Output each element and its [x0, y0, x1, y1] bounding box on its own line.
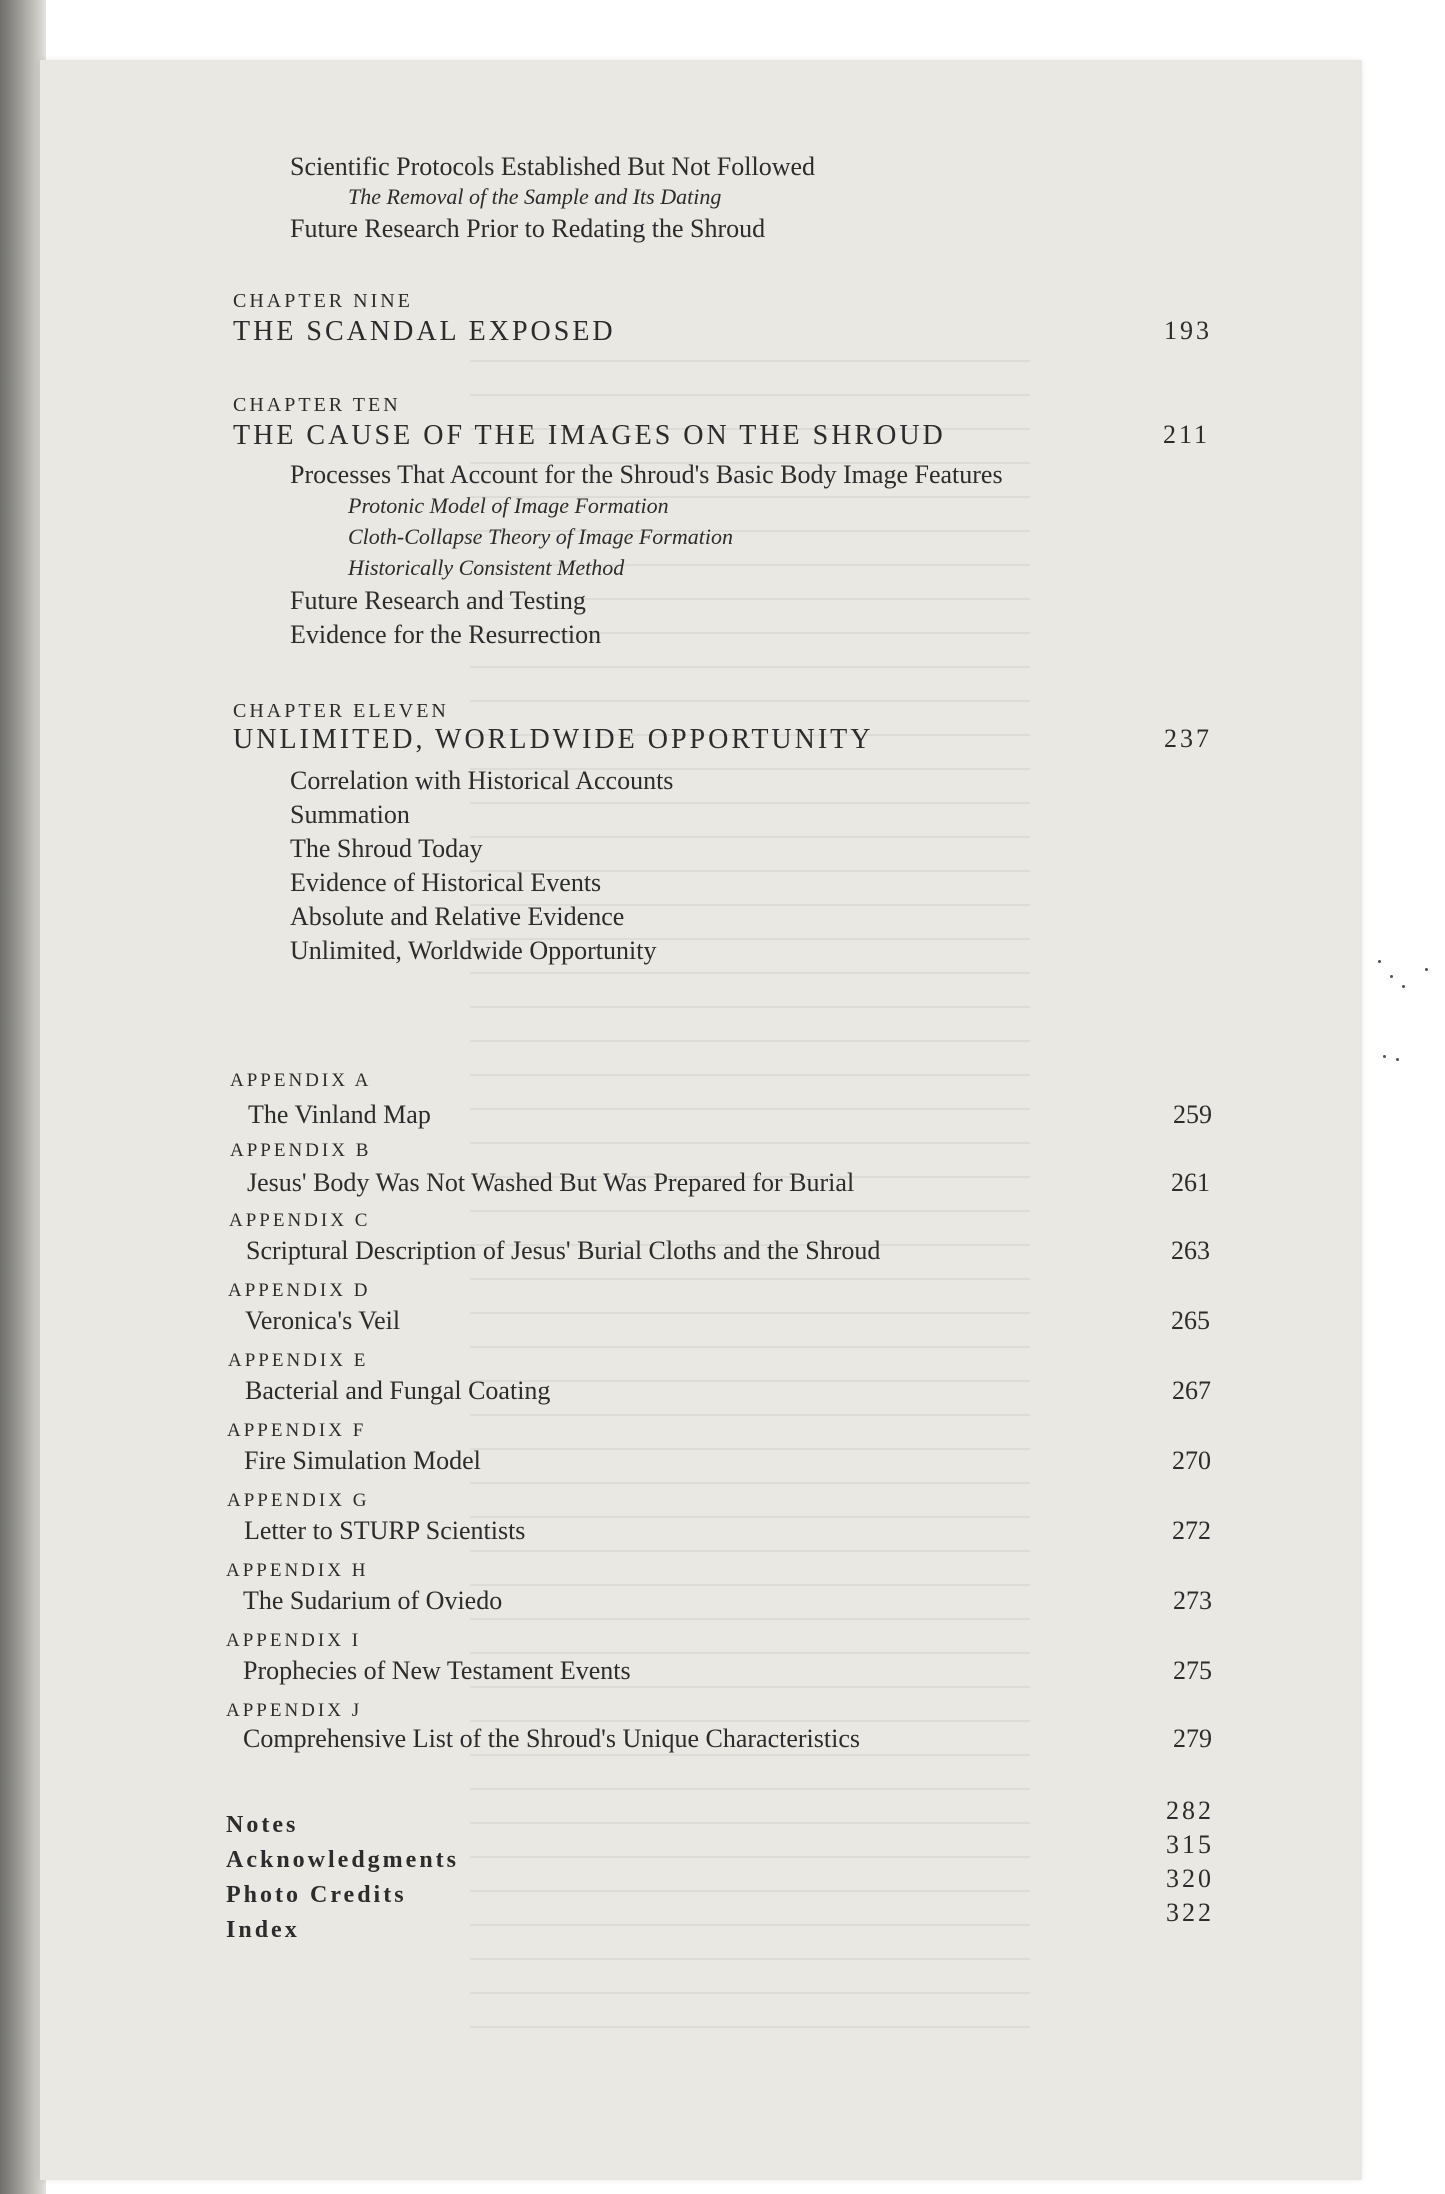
appendix-label: APPENDIX C: [229, 1210, 371, 1231]
page-number: 265: [1171, 1306, 1210, 1335]
appendix-label: APPENDIX A: [230, 1070, 372, 1091]
appendix-row: [40, 1236, 1362, 1276]
page-number: 282: [1166, 1796, 1214, 1825]
page-number: 272: [1172, 1516, 1211, 1545]
appendix-title: Fire Simulation Model: [244, 1446, 481, 1475]
subsection-title: Historically Consistent Method: [348, 555, 625, 580]
appendix-title: Bacterial and Fungal Coating: [245, 1376, 551, 1405]
chapter-title: THE SCANDAL EXPOSED: [233, 316, 616, 347]
appendix-label: APPENDIX B: [230, 1140, 372, 1161]
page-number: 275: [1173, 1656, 1212, 1685]
page-number: 261: [1171, 1168, 1210, 1197]
appendix-row: [40, 1516, 1362, 1556]
chapter-label: CHAPTER ELEVEN: [233, 700, 449, 722]
subsection-title: Cloth-Collapse Theory of Image Formation: [348, 524, 733, 549]
section-title: Unlimited, Worldwide Opportunity: [290, 936, 657, 965]
speck: [1383, 1055, 1386, 1058]
back-matter-label: Photo Credits: [226, 1882, 407, 1908]
page-number: 237: [1164, 724, 1212, 753]
appendix-title: Comprehensive List of the Shroud's Unique Characteristics: [243, 1724, 861, 1753]
appendix-row: [40, 1376, 1362, 1416]
speck: [1390, 975, 1393, 978]
back-matter-label: Notes: [226, 1812, 299, 1838]
section-title: Summation: [290, 800, 410, 829]
toc-entry: [40, 620, 1362, 660]
appendix-label: APPENDIX H: [226, 1560, 369, 1581]
appendix-row: [40, 1168, 1362, 1208]
chapter-title-row: [40, 316, 1362, 356]
chapter-label: CHAPTER TEN: [233, 394, 401, 416]
appendix-title: Prophecies of New Testament Events: [243, 1656, 631, 1685]
speck: [1425, 968, 1428, 971]
section-title: The Shroud Today: [290, 834, 483, 863]
toc-entry: [40, 936, 1362, 976]
appendix-label: APPENDIX J: [226, 1700, 363, 1721]
appendix-row: [40, 1656, 1362, 1696]
page-number: 193: [1164, 316, 1212, 345]
back-matter-row: [40, 1917, 1362, 1957]
appendix-title: Jesus' Body Was Not Washed But Was Prepared for Burial: [247, 1168, 855, 1197]
appendix-label: APPENDIX F: [227, 1420, 367, 1441]
page-number: 273: [1173, 1586, 1212, 1615]
chapter-title-row: [40, 724, 1362, 764]
section-title: Absolute and Relative Evidence: [290, 902, 625, 931]
appendix-title: The Sudarium of Oviedo: [243, 1586, 503, 1615]
speck: [1396, 1058, 1399, 1061]
page-number: 279: [1173, 1724, 1212, 1753]
toc-page: [40, 60, 1362, 2180]
appendix-label: APPENDIX E: [228, 1350, 369, 1371]
chapter-title: THE CAUSE OF THE IMAGES ON THE SHROUD: [233, 420, 946, 451]
section-title: Processes That Account for the Shroud's Basic Body Image Features: [290, 460, 1003, 489]
section-title: Future Research and Testing: [290, 586, 586, 615]
section-title: Evidence for the Resurrection: [290, 620, 602, 649]
appendix-title: The Vinland Map: [248, 1100, 431, 1129]
chapter-title: UNLIMITED, WORLDWIDE OPPORTUNITY: [233, 724, 874, 755]
section-title: Scientific Protocols Established But Not Followed: [290, 152, 816, 181]
section-title: Evidence of Historical Events: [290, 868, 602, 897]
back-matter-label: Index: [226, 1917, 300, 1943]
page-number: 320: [1166, 1864, 1214, 1893]
appendix-label: APPENDIX D: [228, 1280, 371, 1301]
page-number: 259: [1173, 1100, 1212, 1129]
page-number: 267: [1172, 1376, 1211, 1405]
appendix-title: Letter to STURP Scientists: [244, 1516, 526, 1545]
chapter-title-row: [40, 420, 1362, 460]
back-matter-label: Acknowledgments: [226, 1847, 460, 1873]
appendix-title: Veronica's Veil: [245, 1306, 401, 1335]
speck: [1378, 960, 1381, 963]
page-number: 270: [1172, 1446, 1211, 1475]
appendix-row: [40, 1724, 1362, 1764]
appendix-title: Scriptural Description of Jesus' Burial Cloths and the Shroud: [246, 1236, 881, 1265]
appendix-row: [40, 1586, 1362, 1626]
page-number: 315: [1166, 1830, 1214, 1859]
section-title: Correlation with Historical Accounts: [290, 766, 674, 795]
appendix-label: APPENDIX G: [227, 1490, 370, 1511]
appendix-row: [40, 1306, 1362, 1346]
page-number: 263: [1171, 1236, 1210, 1265]
speck: [1402, 985, 1405, 988]
appendix-row: [40, 1446, 1362, 1486]
page-number: 211: [1162, 420, 1210, 449]
subsection-title: Protonic Model of Image Formation: [348, 493, 669, 518]
appendix-row: [40, 1100, 1362, 1140]
toc-entry: [40, 214, 1362, 254]
subsection-title: The Removal of the Sample and Its Dating: [348, 184, 722, 209]
chapter-label: CHAPTER NINE: [233, 290, 413, 312]
section-title: Future Research Prior to Redating the Shroud: [290, 214, 766, 243]
appendix-label: APPENDIX I: [226, 1630, 362, 1651]
page-number: 322: [1166, 1898, 1214, 1927]
